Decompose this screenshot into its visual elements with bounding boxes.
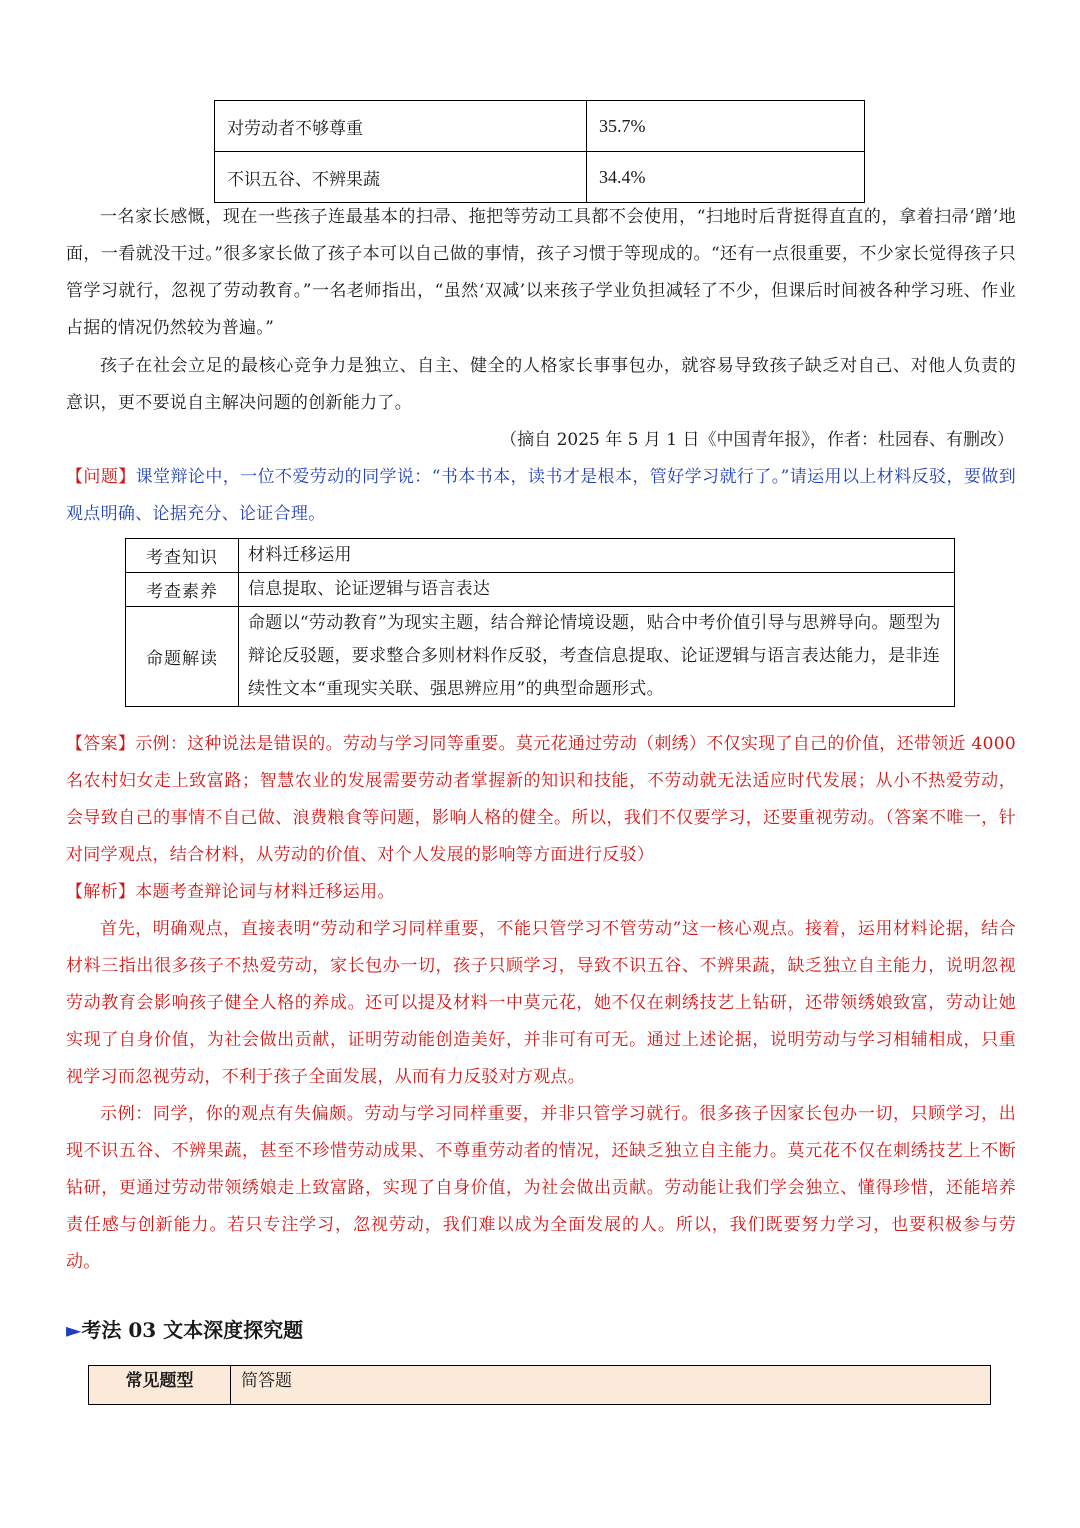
info-key: 命题解读 [126,607,239,707]
question-type-table [88,1365,991,1405]
info-key: 考查知识 [126,539,239,573]
answer-text: 示例：这种说法是错误的。劳动与学习同等重要。莫元花通过劳动（刺绣）不仅实现了自己的价值，还带领近 4000 名农村妇女走上致富路；智慧农业的发展需要劳动者掌握新的知识和技能，不劳动就无法适应时代发展；从小不热爱劳动，会导致自己的事情不自己做、浪费粮食等问题，影响人格的健全。所以，我们不仅要学习，还要重视劳动。（答案不唯一，针对同学观点，结合材料，从劳动的价值、对个人发展的影响等方面进行反驳） [66,734,1016,865]
type-value: 简答题 [231,1366,991,1405]
analysis-intro-text: 本题考查辩论词与材料迁移运用。 [135,882,395,902]
triangle-icon: ► [66,1318,82,1342]
table-row [215,101,865,152]
info-key: 考查素养 [126,573,239,607]
table-row [126,539,955,573]
stat-value: 35.7% [587,101,865,152]
table-row [126,607,955,707]
info-value: 材料迁移运用 [239,539,955,573]
analysis-paragraph-2: 示例：同学，你的观点有失偏颇。劳动与学习同样重要，并非只管学习就行。很多孩子因家长包办一切，只顾学习，出现不识五谷、不辨果蔬，甚至不珍惜劳动成果、不尊重劳动者的情况，还缺乏独立自主能力。莫元花不仅在刺绣技艺上不断钻研，更通过劳动带领绣娘走上致富路，实现了自身价值，为社会做出贡献。劳动能让我们学会独立、懂得珍惜，还能培养责任感与创新能力。若只专注学习，忽视劳动，我们难以成为全面发展的人。所以，我们既要努力学习，也要积极参与劳动。 [66,1104,1016,1272]
exam-info-table [125,538,955,707]
section-heading [66,1314,303,1343]
analysis-paragraph-1: 首先，明确观点，直接表明“劳动和学习同样重要，不能只管学习不管劳动”这一核心观点。接着，运用材料论据，结合材料三指出很多孩子不热爱劳动，家长包办一切，孩子只顾学习，导致不识五谷、不辨果蔬，缺乏独立自主能力，说明忽视劳动教育会影响孩子健全人格的养成。还可以提及材料一中莫元花，她不仅在刺绣技艺上钻研，还带领绣娘致富，劳动让她实现了自身价值，为社会做出贡献，证明劳动能创造美好，并非可有可无。通过上述论据，说明劳动与学习相辅相成，只重视学习而忽视劳动，不利于孩子全面发展，从而有力反驳对方观点。 [66,919,1016,1087]
material-paragraph-2: 孩子在社会立足的最核心竞争力是独立、自主、健全的人格家长事事包办，就容易导致孩子缺乏对自己、对他人负责的意识，更不要说自主解决问题的创新能力了。 [66,356,1016,413]
stat-value: 34.4% [587,152,865,203]
analysis-intro [66,874,1016,911]
statistics-table [214,100,865,203]
table-row [126,573,955,607]
table-row [215,152,865,203]
info-value: 命题以“劳动教育”为现实主题，结合辩论情境设题，贴合中考价值引导与思辨导向。题型为辩论反驳题，要求整合多则材料作反驳，考查信息提取、论证逻辑与语言表达能力，是非连续性文本“重现实关联、强思辨应用”的典型命题形式。 [239,607,955,707]
stat-item: 不识五谷、不辨果蔬 [215,152,587,203]
answer-block [66,726,1016,874]
table-row [89,1366,991,1405]
answer-tag: 【答案】 [66,734,136,754]
stat-item: 对劳动者不够尊重 [215,101,587,152]
question-block [66,459,1016,533]
question-tag: 【问题】 [66,467,136,487]
analysis-tag: 【解析】 [66,882,136,902]
type-key: 常见题型 [89,1366,231,1405]
question-text: 课堂辩论中，一位不爱劳动的同学说：“书本书本，读书才是根本，管好学习就行了。”请运用以上材料反驳，要做到观点明确、论据充分、论证合理。 [66,467,1017,524]
material-paragraph-1: 一名家长感慨，现在一些孩子连最基本的扫帚、拖把等劳动工具都不会使用，“扫地时后背挺得直直的，拿着扫帚‘蹭’地面，一看就没干过。”很多家长做了孩子本可以自己做的事情，孩子习惯于等现成的。“还有一点很重要，不少家长觉得孩子只管学习就行，忽视了劳动教育。”一名老师指出，“虽然‘双减’以来孩子学业负担减轻了不少，但课后时间被各种学习班、作业占据的情况仍然较为普遍。” [66,207,1016,338]
material-source: （摘自 2025 年 5 月 1 日《中国青年报》，作者：杜园春、有删改） [500,430,1014,450]
info-value: 信息提取、论证逻辑与语言表达 [239,573,955,607]
section-title: 考法 03 文本深度探究题 [81,1318,304,1342]
